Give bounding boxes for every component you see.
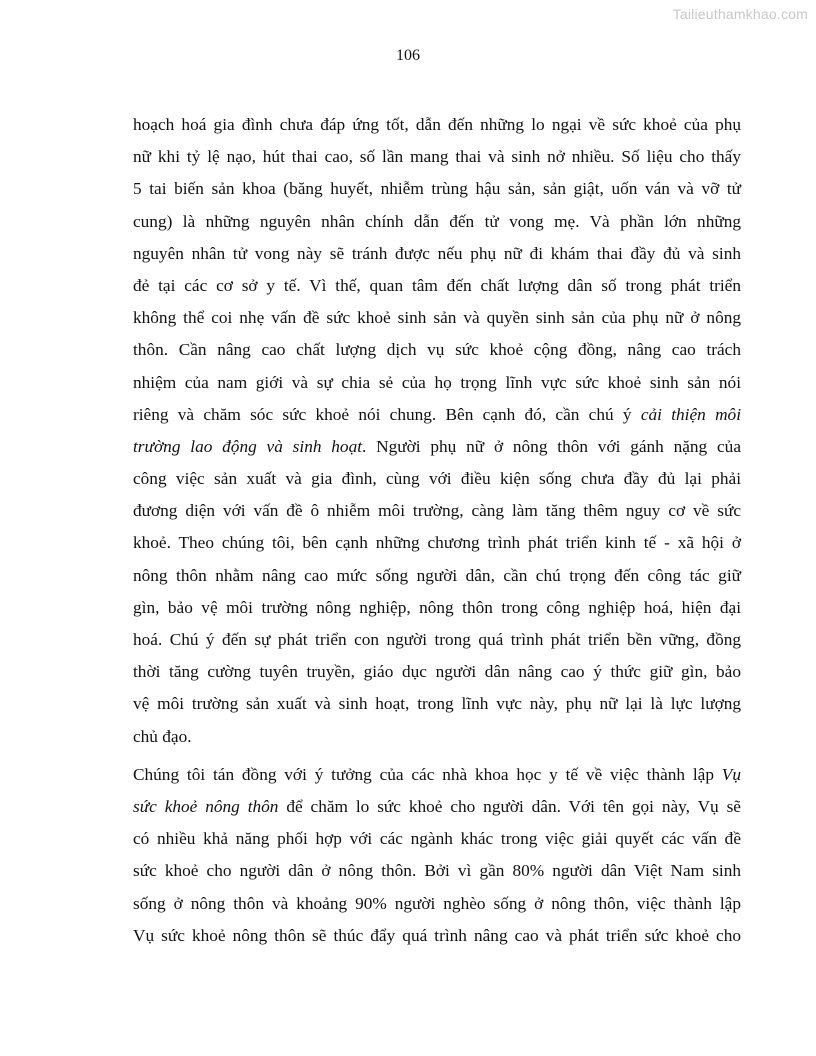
- text-segment: có nhiều khả năng phối hợp với các ngành khác trong việc giải quyết các vấn đề: [133, 829, 741, 849]
- text-segment: sống ở nông thôn và khoảng 90% người nghèo sống ở nông thôn, việc thành lập: [133, 893, 741, 913]
- text-segment: . Người phụ nữ ở nông thôn với gánh nặng của: [362, 436, 741, 456]
- text-line: [133, 206, 741, 238]
- text-line: [133, 791, 741, 823]
- text-line: [133, 527, 741, 559]
- text-segment: riêng và chăm sóc sức khoẻ nói chung. Bên cạnh đó, cần chú ý: [133, 404, 641, 424]
- text-line: [133, 431, 741, 463]
- italic-text: sức khoẻ nông thôn: [133, 796, 279, 816]
- text-segment: hoá. Chú ý đến sự phát triển con người trong quá trình phát triển bền vững, đồng: [133, 630, 741, 649]
- text-segment: khoẻ. Theo chúng tôi, bên cạnh những chương trình phát triển kinh tế - xã hội ở: [133, 533, 741, 553]
- paragraph: [133, 759, 741, 952]
- text-segment: gìn, bảo vệ môi trường nông nghiệp, nông thôn trong công nghiệp hoá, hiện đại: [133, 597, 741, 617]
- italic-text: cải thiện môi: [640, 404, 741, 424]
- text-segment: nhiệm của nam giới và sự chia sẻ của họ trọng lĩnh vực sức khoẻ sinh sản nói: [133, 372, 741, 392]
- italic-text: trường lao động và sinh hoạt: [133, 436, 363, 456]
- text-segment: nữ khi tỷ lệ nạo, hút thai cao, số lần mang thai và sinh nở nhiều. Số liệu cho thấy: [133, 147, 741, 167]
- text-line: [133, 463, 741, 495]
- document-body: [133, 109, 741, 952]
- italic-text: Vụ: [721, 764, 741, 784]
- text-segment: chủ đạo.: [133, 726, 192, 746]
- text-line: [133, 238, 741, 270]
- text-segment: hoạch hoá gia đình chưa đáp ứng tốt, dẫn đến những lo ngại về sức khoẻ của phụ: [133, 115, 741, 134]
- text-segment: Vụ sức khoẻ nông thôn sẽ thúc đẩy quá trình nâng cao và phát triển sức khoẻ cho: [133, 925, 741, 945]
- text-line: [133, 109, 741, 141]
- text-line: [133, 270, 741, 302]
- text-segment: công việc sản xuất và gia đình, cùng với điều kiện sống chưa đầy đủ lại phải: [133, 469, 741, 489]
- text-line: [133, 759, 741, 791]
- text-segment: thôn. Cần nâng cao chất lượng dịch vụ sức khoẻ cộng đồng, nâng cao trách: [133, 340, 741, 360]
- text-segment: đẻ tại các cơ sở y tế. Vì thế, quan tâm đến chất lượng dân số trong phát triển: [133, 275, 741, 295]
- text-segment: đương diện với vấn đề ô nhiễm môi trường, càng làm tăng thêm nguy cơ về sức: [133, 501, 741, 521]
- text-line: [133, 888, 741, 920]
- text-segment: vệ môi trường sản xuất và sinh hoạt, trong lĩnh vực này, phụ nữ lại là lực lượng: [133, 694, 741, 714]
- text-line: [133, 823, 741, 855]
- text-line: [133, 141, 741, 173]
- paragraph: [133, 109, 741, 753]
- text-line: [133, 592, 741, 624]
- text-line: [133, 173, 741, 205]
- text-line: [133, 920, 741, 952]
- text-segment: nguyên nhân tử vong này sẽ tránh được nếu phụ nữ đi khám thai đầy đủ và sinh: [133, 243, 741, 263]
- text-segment: để chăm lo sức khoẻ cho người dân. Với tên gọi này, Vụ sẽ: [278, 796, 741, 816]
- page-number: 106: [396, 47, 420, 64]
- text-segment: Chúng tôi tán đồng với ý tưởng của các nhà khoa học y tế về việc thành lập: [133, 764, 722, 784]
- text-line: [133, 334, 741, 366]
- text-segment: cung) là những nguyên nhân chính dẫn đến tử vong mẹ. Và phần lớn những: [133, 211, 741, 231]
- text-segment: 5 tai biến sản khoa (băng huyết, nhiễm trùng hậu sản, sản giật, uốn ván và vỡ tử: [133, 179, 741, 199]
- text-segment: sức khoẻ cho người dân ở nông thôn. Bởi vì gần 80% người dân Việt Nam sinh: [133, 861, 741, 881]
- text-line: [133, 656, 741, 688]
- text-line: [133, 367, 741, 399]
- text-line: [133, 560, 741, 592]
- text-line: [133, 688, 741, 720]
- watermark: Tailieuthamkhao.com: [672, 6, 808, 22]
- text-segment: nông thôn nhằm nâng cao mức sống người dân, cần chú trọng đến công tác giữ: [133, 565, 741, 585]
- text-line: [133, 302, 741, 334]
- text-segment: không thể coi nhẹ vấn đề sức khoẻ sinh sản và quyền sinh sản của phụ nữ ở nông: [133, 308, 741, 328]
- text-line: [133, 399, 741, 431]
- text-line: [133, 624, 741, 656]
- text-line: [133, 721, 741, 753]
- text-line: [133, 495, 741, 527]
- text-line: [133, 855, 741, 887]
- text-segment: thời tăng cường tuyên truyền, giáo dục người dân nâng cao ý thức giữ gìn, bảo: [133, 662, 741, 682]
